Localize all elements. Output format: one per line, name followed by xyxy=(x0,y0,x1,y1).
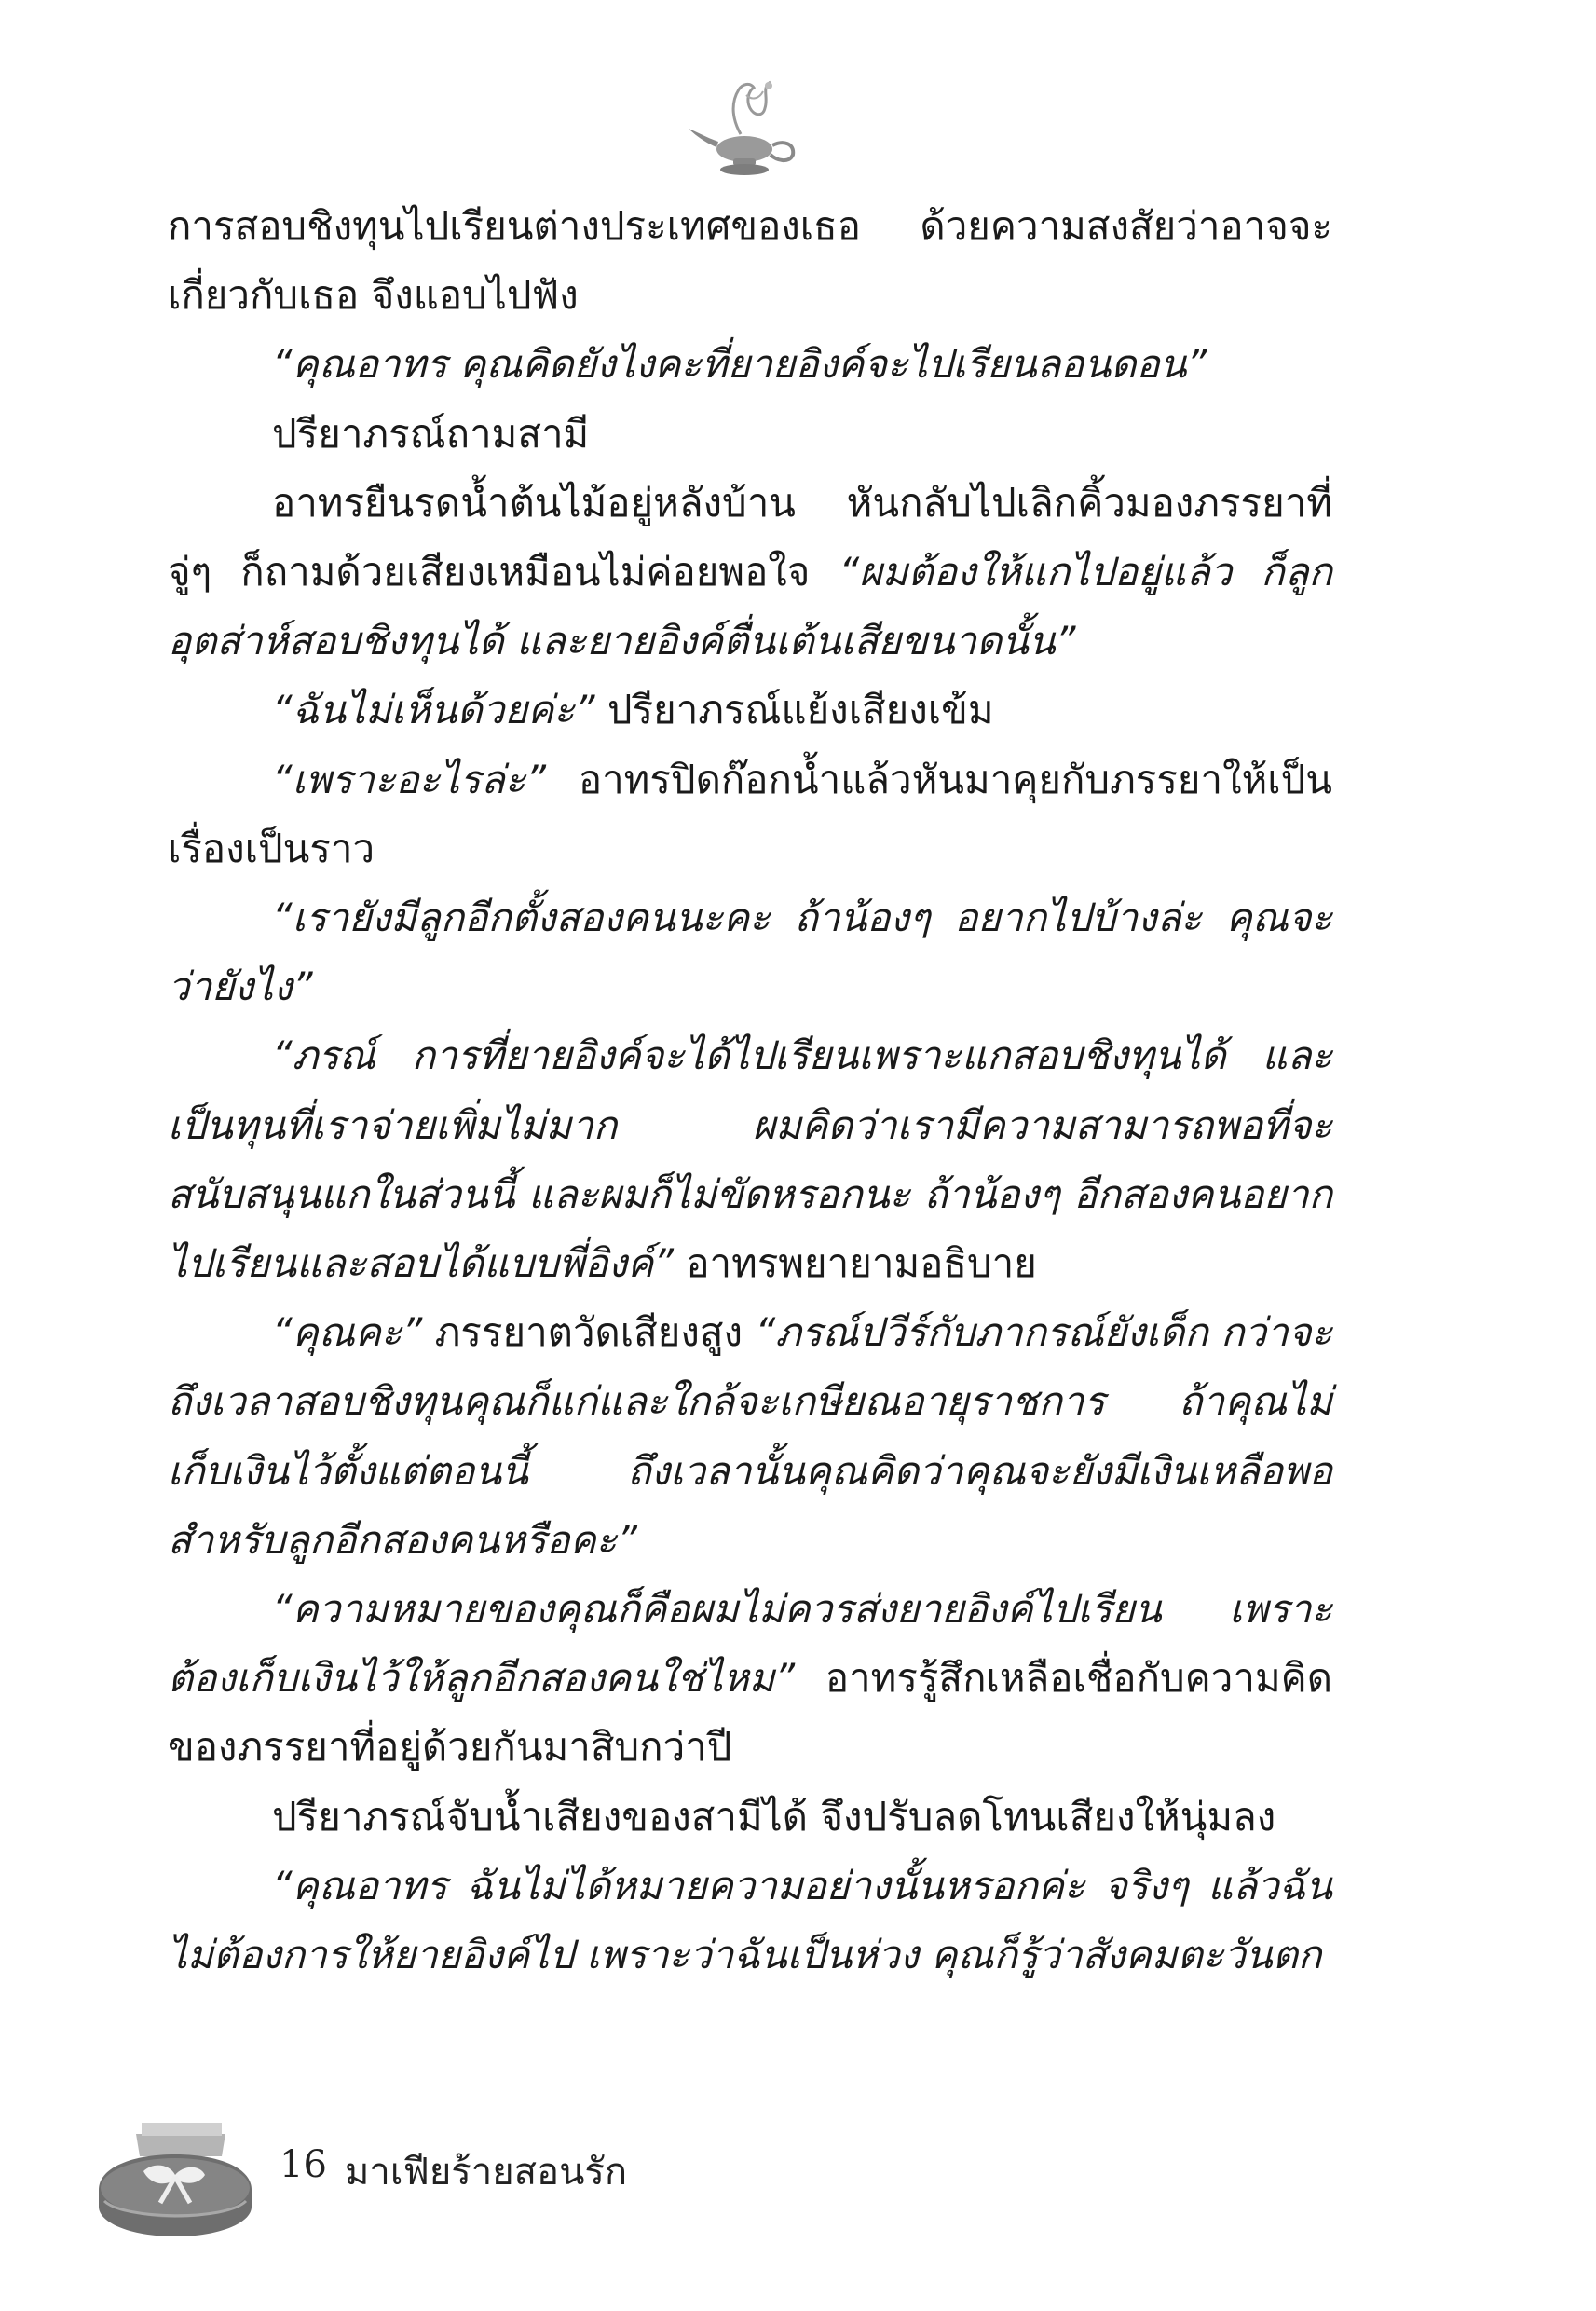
narration-text: ปรียาภรณ์จับน้ำเสียงของสามีได้ จึงปรับลดโทนเสียงให้นุ่มลง xyxy=(272,1793,1276,1839)
narration-text: การสอบชิงทุนไปเรียนต่างประเทศของเธอ ด้วยความสงสัยว่าอาจจะเกี่ยวกับเธอ จึงแอบไปฟัง xyxy=(168,203,1332,319)
narration-text: อาทรรู้สึกเหลือเชื่อกับความคิดของภรรยาที่อยู่ด้วยกันมาสิบกว่าปี xyxy=(168,1655,1332,1771)
paragraph xyxy=(168,1298,1332,1575)
paragraph xyxy=(168,400,1332,469)
paragraph xyxy=(168,469,1332,677)
narration-text: ปรียาภรณ์แย้งเสียงเข้ม xyxy=(594,687,994,733)
dialogue-text: “ภรณ์ปวีร์กับภากรณ์ยังเด็ก กว่าจะถึงเวลาสอบชิงทุนคุณก็แก่และใกล้จะเกษียณอายุราชการ ถ้าคุณไม่เก็บเงินไว้ตั้งแต่ตอนนี้ ถึงเวลานั้นคุณคิดว่าคุณจะยังมีเงินเหลือพอสำหรับลูกอีกสองคนหรือคะ” xyxy=(168,1309,1332,1563)
paragraph xyxy=(168,745,1332,883)
paragraph xyxy=(168,1783,1332,1852)
dialogue-text: “ฉันไม่เห็นด้วยค่ะ” xyxy=(272,687,595,733)
book-title: มาเฟียร้ายสอนรัก xyxy=(345,2151,628,2194)
ring-box-icon xyxy=(86,2115,263,2246)
narration-text: อาทรปิดก๊อกน้ำแล้วหันมาคุยกับภรรยาให้เป็นเรื่องเป็นราว xyxy=(168,756,1332,871)
paragraph xyxy=(168,330,1332,399)
dialogue-text: “ความหมายของคุณก็คือผมไม่ควรส่งยายอิงค์ไปเรียน เพราะต้องเก็บเงินไว้ให้ลูกอีกสองคนใช่ไหม” xyxy=(168,1586,1332,1702)
body-text xyxy=(168,192,1332,1990)
paragraph xyxy=(168,192,1332,330)
paragraph xyxy=(168,883,1332,1021)
page-number: 16 xyxy=(280,2143,327,2186)
dialogue-text: “คุณอาทร คุณคิดยังไงคะที่ยายอิงค์จะไปเรียนลอนดอน” xyxy=(272,341,1207,388)
narration-text: ภรรยาตวัดเสียงสูง xyxy=(422,1309,756,1356)
dialogue-text: “เพราะอะไรล่ะ” xyxy=(272,756,547,802)
paragraph xyxy=(168,676,1332,745)
dialogue-text: “ภรณ์ การที่ยายอิงค์จะได้ไปเรียนเพราะแกสอบชิงทุนได้ และเป็นทุนที่เราจ่ายเพิ่มไม่มาก ผมคิดว่าเรามีความสามารถพอที่จะสนับสนุนแกในส่วนนี้ และผมก็ไม่ขัดหรอกนะ ถ้าน้องๆ อีกสองคนอยากไปเรียนและสอบได้แบบพี่อิงค์” xyxy=(168,1032,1332,1287)
paragraph xyxy=(168,1021,1332,1298)
narration-text: ปรียาภรณ์ถามสามี xyxy=(272,410,590,457)
dialogue-text: “คุณคะ” xyxy=(272,1309,423,1356)
paragraph xyxy=(168,1575,1332,1783)
dialogue-text: “คุณอาทร ฉันไม่ได้หมายความอย่างนั้นหรอกค่ะ จริงๆ แล้วฉันไม่ต้องการให้ยายอิงค์ไป เพราะว่าฉันเป็นห่วง คุณก็รู้ว่าสังคมตะวันตก xyxy=(168,1862,1332,1978)
genie-lamp-icon xyxy=(685,76,806,179)
dialogue-text: “เรายังมีลูกอีกตั้งสองคนนะคะ ถ้าน้องๆ อยากไปบ้างล่ะ คุณจะว่ายังไง” xyxy=(168,895,1332,1010)
narration-text: อาทรพยายามอธิบาย xyxy=(673,1240,1037,1287)
dialogue-text: “ผมต้องให้แกไปอยู่แล้ว ก็ลูกอุตส่าห์สอบชิงทุนได้ และยายอิงค์ตื่นเต้นเสียขนาดนั้น” xyxy=(168,549,1332,664)
paragraph xyxy=(168,1852,1332,1990)
narration-text: อาทรยืนรดน้ำต้นไม้อยู่หลังบ้าน หันกลับไปเลิกคิ้วมองภรรยาที่จู่ๆ ก็ถามด้วยเสียงเหมือนไม่ค่อยพอใจ xyxy=(168,479,1332,595)
